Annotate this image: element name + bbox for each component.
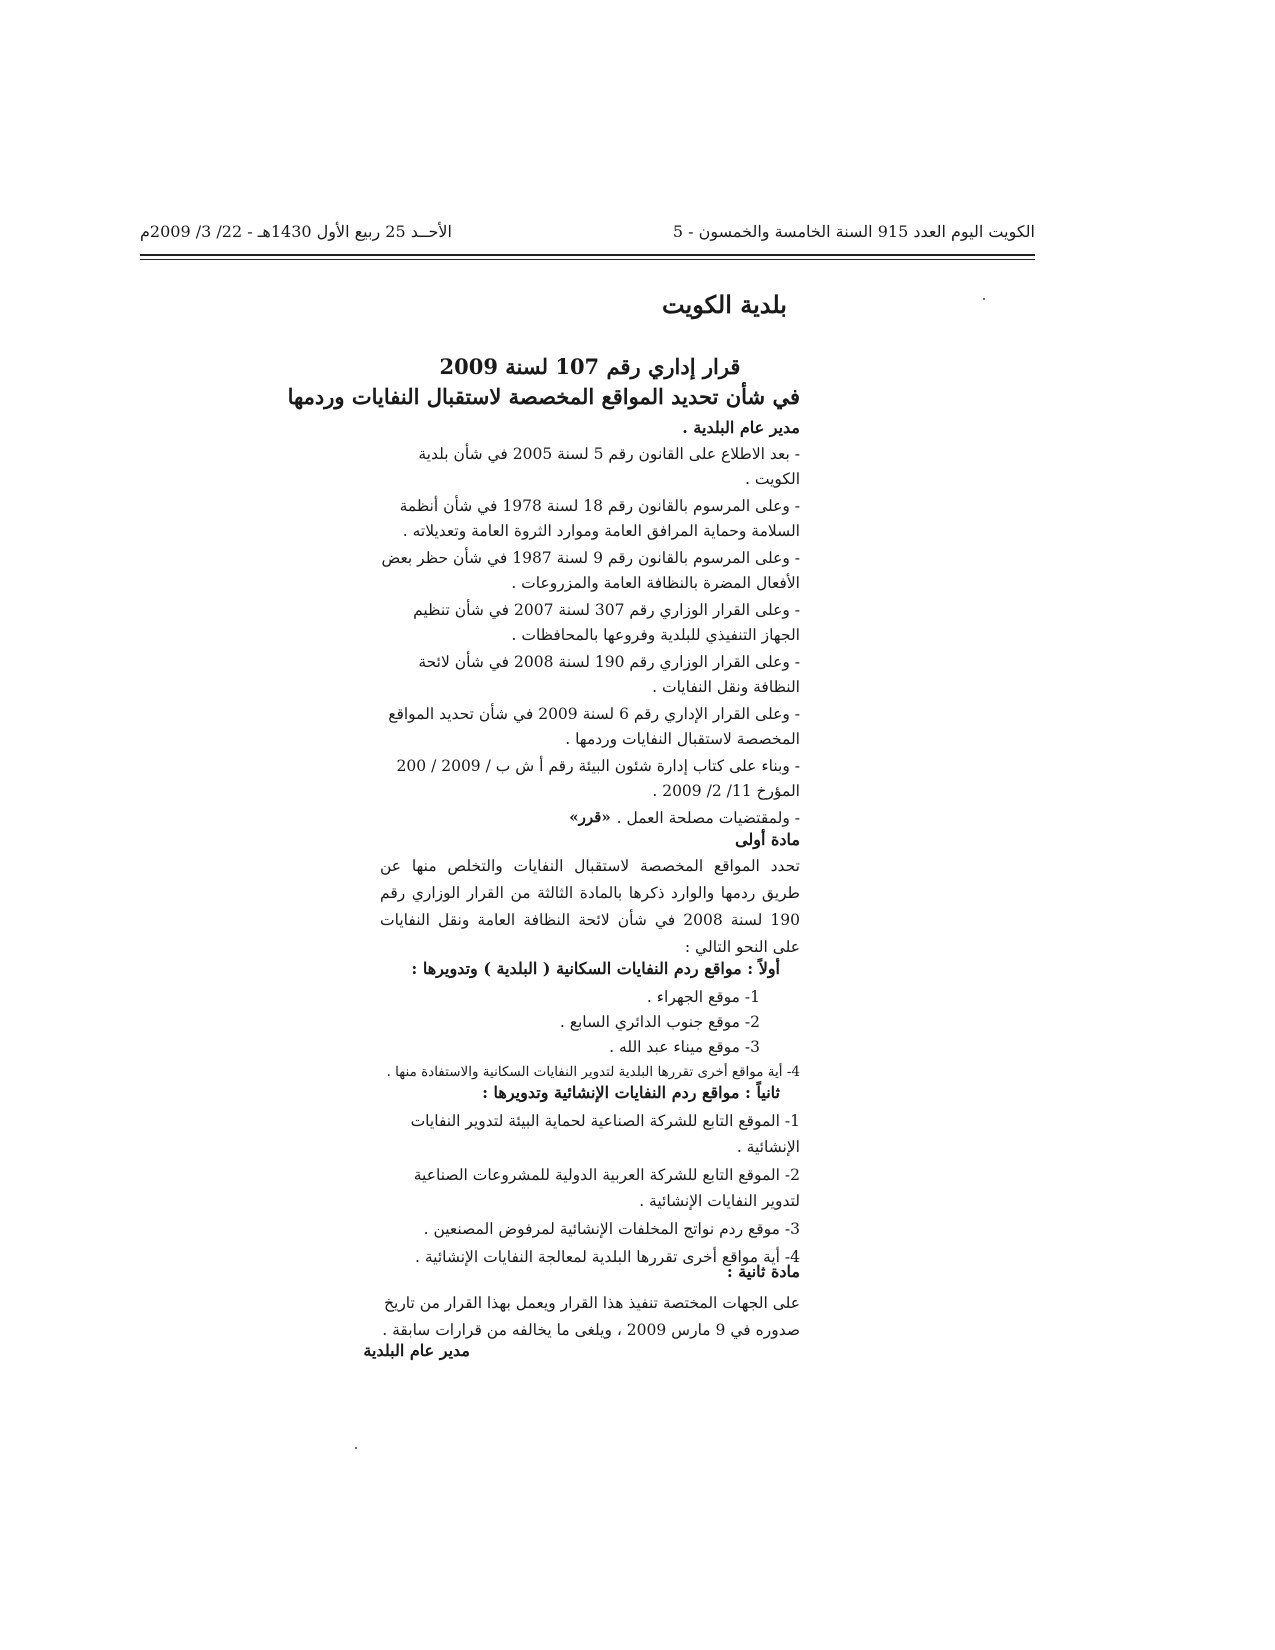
header-rule-thin	[140, 259, 1035, 260]
header-issue-info: الكويت اليوم العدد 915 السنة الخامسة والخمسون - 5	[672, 222, 1035, 241]
signature-block	[363, 1341, 800, 1360]
section-1-heading: أولاً : مواقع ردم النفايات السكانية ( البلدية ) وتدويرها :	[411, 959, 780, 978]
municipality-name: بلدية الكويت	[661, 290, 787, 319]
preamble	[380, 442, 800, 833]
section-1-list	[380, 985, 800, 1085]
decided-label: «قرر»	[569, 808, 611, 826]
preamble-clause: - بعد الاطلاع على القانون رقم 5 لسنة 2005 في شأن بلدية الكويت .	[418, 445, 800, 488]
issuer-line: مدير عام البلدية .	[682, 418, 800, 437]
list-item: 1- موقع الجهراء .	[646, 988, 760, 1006]
preamble-clause: - وعلى المرسوم بالقانون رقم 18 لسنة 1978 في شأن أنظمة السلامة وحماية المرافق العامة وموارد الثروة العامة وتعديلاته .	[399, 497, 800, 540]
article-1-body: تحدد المواقع المخصصة لاستقبال النفايات والتخلص منها عن طريق ردمها والوارد ذكرها بالمادة الثالثة من القرار الوزاري رقم 190 لسنة 2008 في شأن لائحة النظافة العامة ونقل النفايات على النحو التالي :	[380, 857, 800, 956]
preamble-clause: - وعلى القرار الوزاري رقم 190 لسنة 2008 في شأن لائحة النظافة ونقل النفايات .	[418, 653, 800, 696]
list-item: 4- أية مواقع أخرى تقررها البلدية لمعالجة النفايات الإنشائية .	[415, 1248, 800, 1266]
scan-speck	[355, 1447, 357, 1449]
preamble-clause: - وبناء على كتاب إدارة شئون البيئة رقم أ ش ب / 2009 / 200 المؤرخ 11/ 2/ 2009 .	[396, 757, 800, 800]
list-item: 3- موقع ردم نواتج المخلفات الإنشائية لمرفوض المصنعين .	[423, 1220, 800, 1238]
header-date: الأحــد 25 ربيع الأول 1430هـ - 22/ 3/ 2009م	[140, 222, 452, 241]
list-item: 1- الموقع التابع للشركة الصناعية لحماية البيئة لتدوير النفايات الإنشائية .	[410, 1112, 800, 1156]
signature-title: مدير عام البلدية	[363, 1341, 470, 1360]
decision-subject: في شأن تحديد المواقع المخصصة لاستقبال النفايات وردمها	[287, 384, 800, 409]
section-2-list	[380, 1108, 800, 1272]
preamble-clause: - ولمقتضيات مصلحة العمل .	[616, 809, 800, 827]
article-2-title: مادة ثانية :	[726, 1262, 800, 1281]
decision-title: قرار إداري رقم 107 لسنة 2009	[439, 354, 741, 379]
scan-speck	[983, 298, 985, 300]
header-rule-thick	[140, 254, 1035, 256]
section-2-heading: ثانياً : مواقع ردم النفايات الإنشائية وتدويرها :	[482, 1083, 780, 1102]
preamble-clause: - وعلى المرسوم بالقانون رقم 9 لسنة 1987 في شأن حظر بعض الأفعال المضرة بالنظافة العامة والمزروعات .	[381, 549, 800, 592]
list-item: 4- أية مواقع أخرى تقررها البلدية لتدوير النفايات السكانية والاستفادة منها .	[386, 1064, 800, 1080]
preamble-clause: - وعلى القرار الإداري رقم 6 لسنة 2009 في شأن تحديد المواقع المخصصة لاستقبال النفايات وردمها .	[388, 705, 800, 748]
list-item: 3- موقع ميناء عبد الله .	[609, 1038, 760, 1056]
list-item: 2- الموقع التابع للشركة العربية الدولية للمشروعات الصناعية لتدوير النفايات الإنشائية .	[413, 1166, 800, 1210]
page-header	[140, 222, 1035, 250]
list-item: 2- موقع جنوب الدائري السابع .	[559, 1013, 760, 1031]
article-2-body: على الجهات المختصة تنفيذ هذا القرار ويعمل بهذا القرار من تاريخ صدوره في 9 مارس 2009 ، ويلغى ما يخالفه من قرارات سابقة .	[382, 1294, 800, 1339]
article-1-title: مادة أولى	[735, 830, 800, 849]
preamble-clause: - وعلى القرار الوزاري رقم 307 لسنة 2007 في شأن تنظيم الجهاز التنفيذي للبلدية وفروعها بالمحافظات .	[413, 601, 800, 644]
